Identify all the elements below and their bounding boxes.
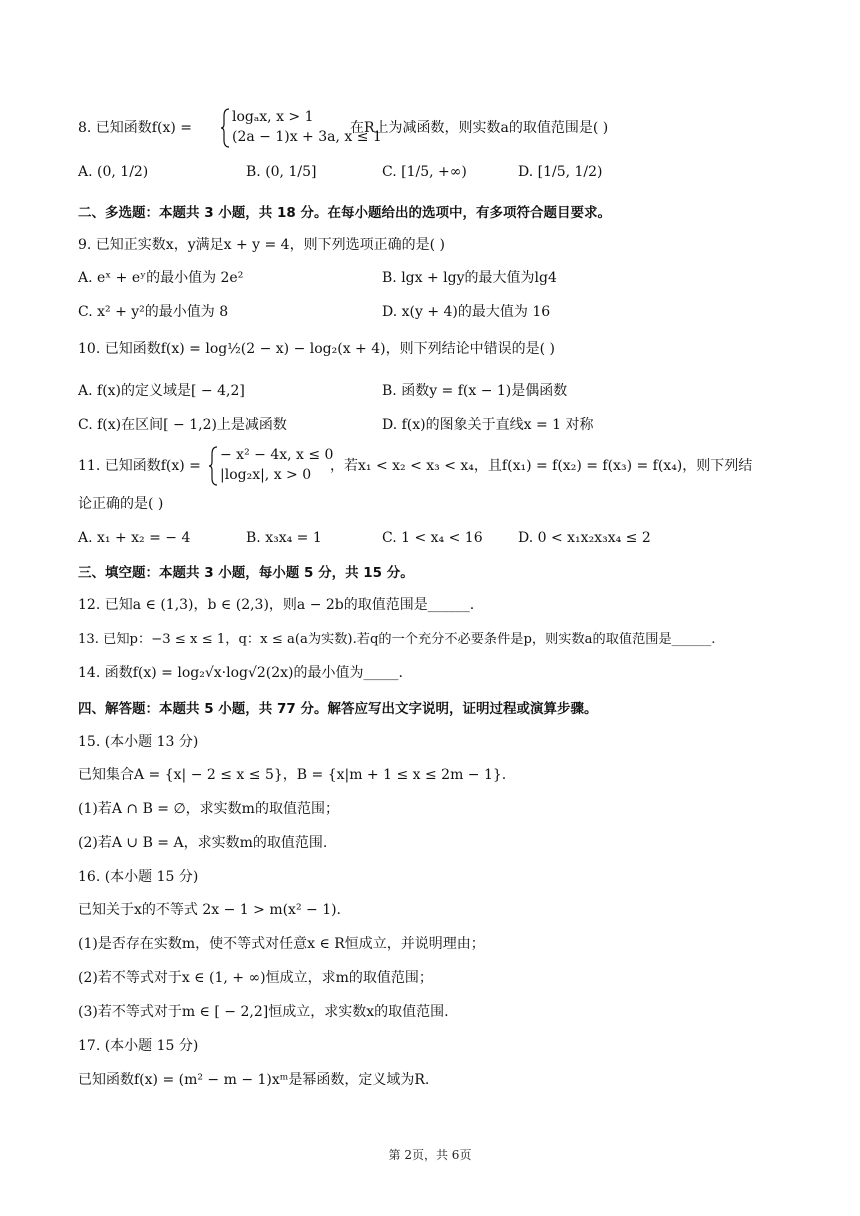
q11-option-c: C. 1 < x₄ < 16 (382, 530, 483, 546)
section-heading-free-response: 四、解答题：本题共 5 小题，共 77 分。解答应写出文字说明，证明过程或演算步骤。 (78, 701, 598, 717)
q9-option-b: B. lgx + lgy的最大值为lg4 (382, 270, 557, 286)
q11-stem-before: 11. 已知函数f(x) = (78, 458, 201, 474)
q11-stem-line-2: 论正确的是( ) (78, 496, 164, 512)
q13-stem: 13. 已知p：−3 ≤ x ≤ 1，q：x ≤ a(a为实数).若q的一个充分不必要条件是p，则实数a的取值范围是______. (78, 632, 716, 647)
q8-brace-icon (220, 108, 230, 148)
q16-stem: 已知关于x的不等式 2x − 1 > m(x² − 1). (78, 902, 342, 918)
q10-option-a: A. f(x)的定义域是[ − 4,2] (78, 383, 245, 399)
q9-option-a: A. eˣ + eʸ的最小值为 2e² (78, 270, 244, 286)
q16-part-1: (1)是否存在实数m，使不等式对任意x ∈ R恒成立，并说明理由； (78, 936, 485, 952)
q9-option-d: D. x(y + 4)的最大值为 16 (382, 304, 551, 320)
q10-option-c: C. f(x)在区间[ − 1,2)上是减函数 (78, 417, 287, 433)
q8-option-a: A. (0, 1/2) (78, 164, 149, 180)
q8-stem-after: 在R上为减函数，则实数a的取值范围是( ) (350, 120, 609, 136)
q11-option-d: D. 0 < x₁x₂x₃x₄ ≤ 2 (518, 530, 651, 546)
q8-stem-before: 8. 已知函数f(x) = (78, 120, 192, 136)
q8-option-b: B. (0, 1/5] (246, 164, 317, 180)
q12-stem: 12. 已知a ∈ (1,3)，b ∈ (2,3)，则a − 2b的取值范围是______. (78, 597, 475, 613)
q14-stem: 14. 函数f(x) = log₂√x·log√2(2x)的最小值为_____. (78, 665, 403, 681)
q11-option-a: A. x₁ + x₂ = − 4 (78, 530, 191, 546)
q15-stem: 已知集合A = {x| − 2 ≤ x ≤ 5}，B = {x|m + 1 ≤ x ≤ 2m − 1}. (78, 767, 507, 783)
q11-stem-after: ，若x₁ < x₂ < x₃ < x₄，且f(x₁) = f(x₂) = f(x₃) = f(x₄)，则下列结 (330, 458, 753, 474)
section-heading-fill-in: 三、填空题：本题共 3 小题，每小题 5 分，共 15 分。 (78, 565, 414, 581)
q15-part-2: (2)若A ∪ B = A，求实数m的取值范围. (78, 835, 328, 851)
q17-stem: 已知函数f(x) = (m² − m − 1)xᵐ是幂函数，定义域为R. (78, 1072, 430, 1088)
q16-part-2: (2)若不等式对于x ∈ (1, + ∞)恒成立，求m的取值范围； (78, 970, 433, 986)
q15-part-1: (1)若A ∩ B = ∅，求实数m的取值范围； (78, 801, 339, 817)
q11-option-b: B. x₃x₄ = 1 (246, 530, 322, 546)
q8-piece-1: logₐx, x > 1 (232, 109, 314, 125)
page-footer: 第 2页，共 6页 (388, 1148, 472, 1162)
q10-option-d: D. f(x)的图象关于直线x = 1 对称 (382, 417, 594, 433)
q8-option-c: C. [1/5, +∞) (382, 164, 467, 180)
q8-piece-2: (2a − 1)x + 3a, x ≤ 1 (232, 129, 382, 145)
q16-header: 16. (本小题 15 分) (78, 869, 199, 885)
section-heading-multiple-choice: 二、多选题：本题共 3 小题，共 18 分。在每小题给出的选项中，有多项符合题目要求。 (78, 205, 611, 221)
q16-part-3: (3)若不等式对于m ∈ [ − 2,2]恒成立，求实数x的取值范围. (78, 1004, 449, 1020)
q10-stem: 10. 已知函数f(x) = log½(2 − x) − log₂(x + 4)，则下列结论中错误的是( ) (78, 341, 555, 357)
q9-option-c: C. x² + y²的最小值为 8 (78, 304, 229, 320)
q15-header: 15. (本小题 13 分) (78, 734, 199, 750)
q8-option-d: D. [1/5, 1/2) (518, 164, 603, 180)
q17-header: 17. (本小题 15 分) (78, 1038, 199, 1054)
q9-stem: 9. 已知正实数x，y满足x + y = 4，则下列选项正确的是( ) (78, 237, 445, 253)
q11-piece-2: |log₂x|, x > 0 (220, 467, 312, 483)
q11-piece-1: − x² − 4x, x ≤ 0 (220, 447, 334, 463)
q10-option-b: B. 函数y = f(x − 1)是偶函数 (382, 383, 568, 399)
q11-brace-icon (208, 446, 218, 486)
